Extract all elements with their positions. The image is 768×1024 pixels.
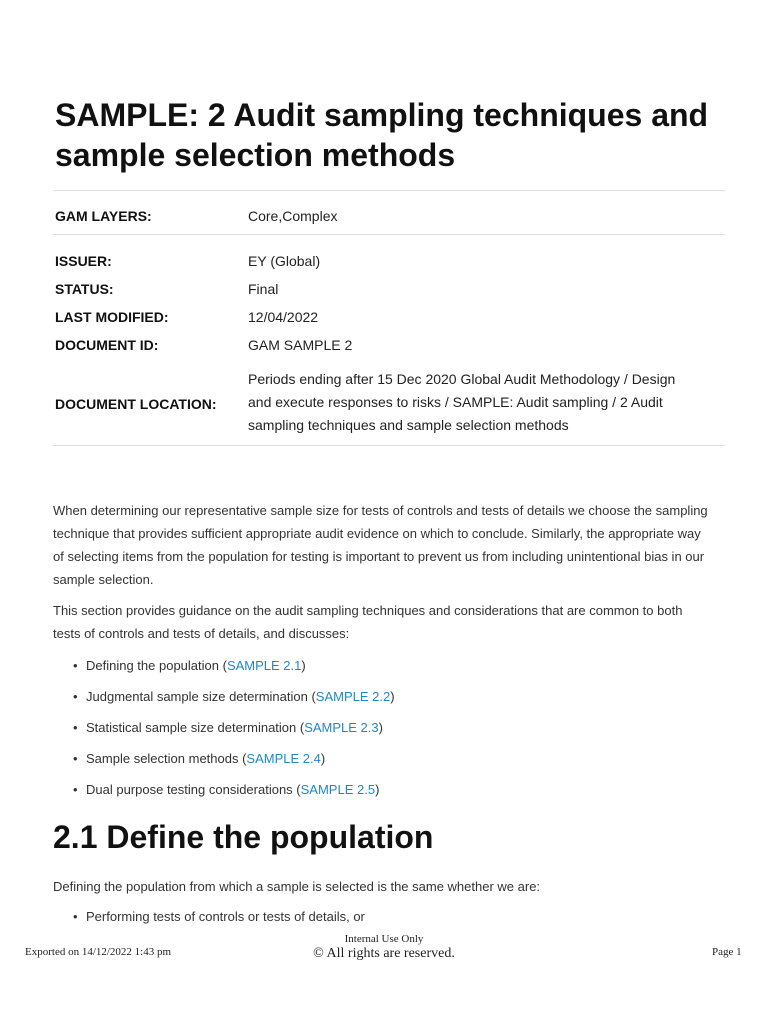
list-item-close: ) bbox=[378, 720, 383, 735]
list-item-close: ) bbox=[390, 689, 395, 704]
document-id-value: GAM SAMPLE 2 bbox=[248, 337, 353, 353]
gam-layers-value: Core,Complex bbox=[248, 208, 338, 224]
status-label: STATUS: bbox=[55, 281, 114, 297]
divider bbox=[53, 445, 725, 446]
sample-2-1-link[interactable]: SAMPLE 2.1 bbox=[226, 658, 302, 673]
list-item-close: ) bbox=[375, 782, 380, 797]
section-heading: 2.1 Define the population bbox=[53, 819, 434, 855]
list-item-text: Performing tests of controls or tests of details, or bbox=[86, 909, 365, 924]
list-item-text: Statistical sample size determination ( bbox=[86, 720, 305, 735]
export-timestamp: Exported on 14/12/2022 1:43 pm bbox=[25, 946, 172, 958]
list-item-text: Defining the population ( bbox=[86, 658, 227, 673]
intro-paragraph: When determining our representative sample size for tests of controls and tests of details we choose the sampling technique that provides sufficient appropriate audit evidence on which to conclude. Similarly, the appropriate way of selecting items from the population for testing is important to prevent us from including unintentional bias in our sample selection. bbox=[53, 503, 708, 587]
bullet-icon: • bbox=[73, 909, 78, 924]
list-item bbox=[53, 750, 395, 781]
sample-2-3-link[interactable]: SAMPLE 2.3 bbox=[304, 720, 379, 735]
sample-2-4-link[interactable]: SAMPLE 2.4 bbox=[246, 751, 321, 766]
document-location-value: Periods ending after 15 Dec 2020 Global Audit Methodology / Design and execute responses to risks / SAMPLE: Audit sampling / 2 Audit sampling techniques and sample selection methods bbox=[248, 371, 676, 433]
copyright-notice: © All rights are reserved. bbox=[313, 946, 455, 961]
list-item-text: Dual purpose testing considerations ( bbox=[86, 782, 301, 797]
list-item bbox=[53, 781, 395, 812]
footer-notice bbox=[284, 933, 484, 962]
status-value: Final bbox=[248, 281, 279, 297]
bullet-icon: • bbox=[73, 782, 78, 797]
bullet-icon: • bbox=[73, 689, 78, 704]
topics-list bbox=[53, 657, 395, 812]
last-modified-label: LAST MODIFIED: bbox=[55, 309, 169, 325]
last-modified-value: 12/04/2022 bbox=[248, 309, 319, 325]
bullet-icon: • bbox=[73, 658, 78, 673]
document-location-label: DOCUMENT LOCATION: bbox=[55, 396, 217, 412]
list-item-text: Judgmental sample size determination ( bbox=[86, 689, 316, 704]
issuer-label: ISSUER: bbox=[55, 253, 112, 269]
section-intro-paragraph: Defining the population from which a sample is selected is the same whether we are: bbox=[53, 879, 541, 894]
list-item-close: ) bbox=[301, 658, 306, 673]
document-id-label: DOCUMENT ID: bbox=[55, 337, 159, 353]
list-item-text: Sample selection methods ( bbox=[86, 751, 247, 766]
list-item-close: ) bbox=[320, 751, 326, 766]
issuer-value: EY (Global) bbox=[248, 253, 321, 269]
internal-use-label: Internal Use Only bbox=[344, 933, 424, 945]
sample-2-5-link[interactable]: SAMPLE 2.5 bbox=[300, 782, 376, 797]
list-item bbox=[53, 719, 395, 750]
divider bbox=[53, 190, 725, 191]
list-item bbox=[53, 688, 395, 719]
document-title: SAMPLE: 2 Audit sampling techniques and sample selection methods bbox=[55, 97, 709, 173]
page-number: Page 1 bbox=[712, 946, 742, 958]
gam-layers-label: GAM LAYERS: bbox=[55, 208, 152, 224]
divider bbox=[53, 234, 725, 235]
bullet-icon: • bbox=[73, 751, 78, 766]
list-item bbox=[53, 657, 395, 688]
sample-2-2-link[interactable]: SAMPLE 2.2 bbox=[315, 689, 391, 704]
section-paragraph: This section provides guidance on the audit sampling techniques and considerations that are common to both tests of controls and tests of details, and discusses: bbox=[53, 603, 683, 641]
bullet-icon: • bbox=[73, 720, 78, 735]
